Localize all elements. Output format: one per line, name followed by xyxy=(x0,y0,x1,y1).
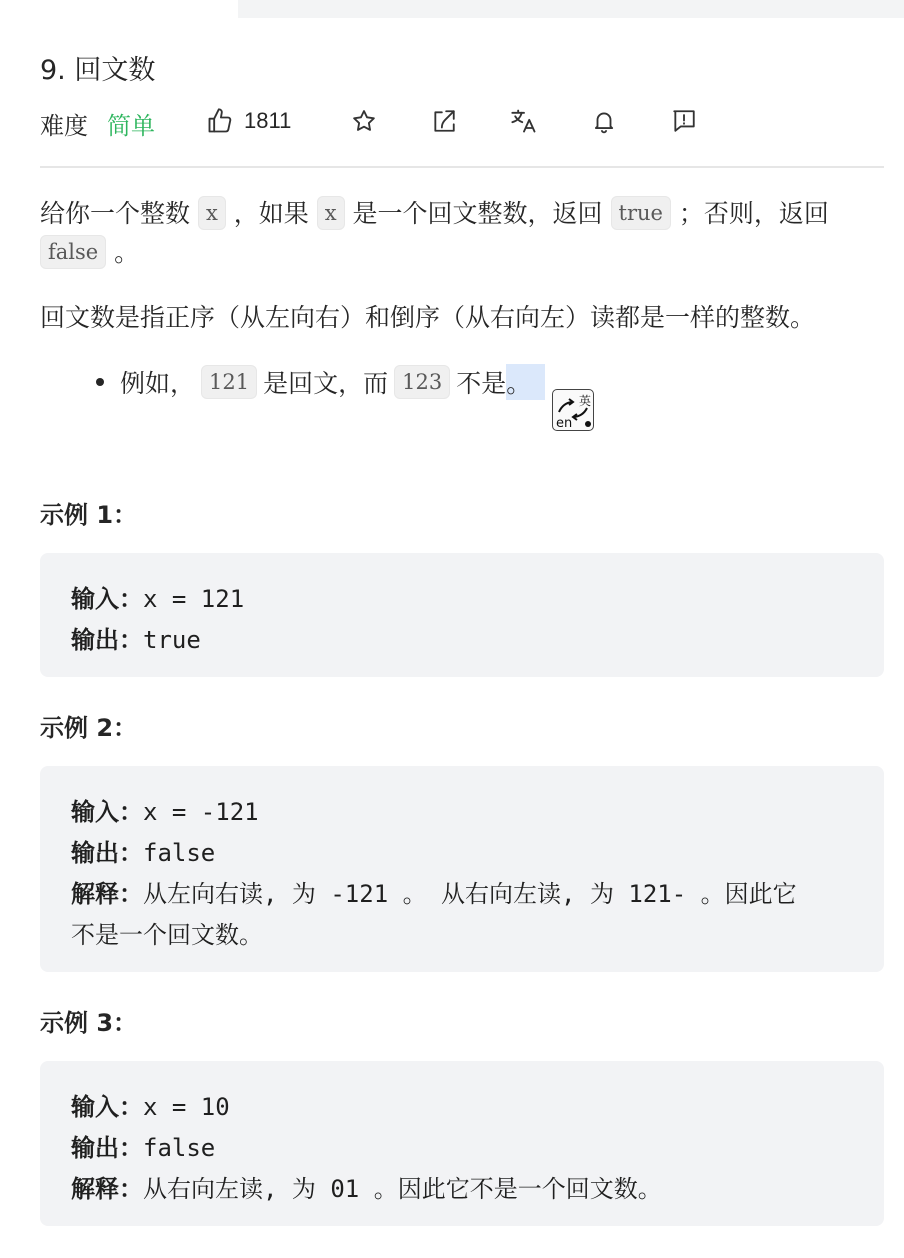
inline-code: x xyxy=(317,196,345,230)
inline-code: x xyxy=(198,196,226,230)
selected-text: 。 xyxy=(506,364,545,400)
example-output-line: 输出：false xyxy=(71,838,216,867)
example-explain-line: 解释：从左向右读, 为 -121 。 从右向左读, 为 121- 。因此它 xyxy=(71,879,797,908)
difficulty-badge: 简单 xyxy=(107,112,155,140)
example-1-title: 示例 1： xyxy=(40,501,138,529)
svg-text:en: en xyxy=(556,416,573,430)
bullet-dot xyxy=(96,378,104,386)
desc-text: ，如果 xyxy=(233,199,309,228)
desc-text: 是回文，而 xyxy=(263,369,389,398)
example-input-line: 输入：x = -121 xyxy=(71,797,259,826)
feedback-icon xyxy=(671,108,697,134)
list-item xyxy=(96,362,545,402)
example-1-block xyxy=(40,553,884,677)
tab-description[interactable] xyxy=(0,0,238,18)
like-count: 1811 xyxy=(244,108,292,133)
desc-text: 是一个回文整数，返回 xyxy=(352,199,603,228)
feedback-button[interactable] xyxy=(667,104,701,138)
svg-text:英: 英 xyxy=(579,394,592,408)
example-output-line: 输出：false xyxy=(71,1133,216,1162)
like-button[interactable] xyxy=(206,104,291,138)
example-2-title: 示例 2： xyxy=(40,714,138,742)
inline-code: 121 xyxy=(201,365,257,399)
top-tab-bar xyxy=(0,0,904,18)
problem-meta-row xyxy=(40,100,884,142)
example-2-block xyxy=(40,766,884,972)
example-output-line: 输出：true xyxy=(71,625,201,654)
header-divider xyxy=(40,166,884,168)
problem-title: 9. 回文数 xyxy=(40,55,156,86)
inline-code: true xyxy=(611,196,671,230)
bell-icon xyxy=(591,108,617,134)
inline-code: false xyxy=(40,235,106,269)
tab-other[interactable] xyxy=(238,0,904,18)
example-input-line: 输入：x = 10 xyxy=(71,1092,230,1121)
example-input-line: 输入：x = 121 xyxy=(71,584,245,613)
desc-text: 。 xyxy=(114,238,140,267)
translate-widget-button[interactable] xyxy=(552,389,594,431)
share-icon xyxy=(431,108,457,134)
thumbs-up-icon xyxy=(206,107,234,135)
share-button[interactable] xyxy=(427,104,461,138)
example-explain-line: 解释：从右向左读, 为 01 。因此它不是一个回文数。 xyxy=(71,1174,662,1203)
star-icon xyxy=(351,108,377,134)
translate-icon xyxy=(510,107,538,135)
inline-code: 123 xyxy=(394,365,450,399)
translate-en-icon xyxy=(553,390,593,430)
example-3-title: 示例 3： xyxy=(40,1009,138,1037)
favorite-button[interactable] xyxy=(347,104,381,138)
desc-text: 不是 xyxy=(456,369,507,398)
difficulty-label: 难度 xyxy=(40,112,88,140)
desc-text: 给你一个整数 xyxy=(40,199,191,228)
description-paragraph-1 xyxy=(40,194,884,272)
example-explain-line-2: 不是一个回文数。 xyxy=(71,921,263,949)
subscribe-button[interactable] xyxy=(587,104,621,138)
translate-button[interactable] xyxy=(507,104,541,138)
desc-text: 例如， xyxy=(120,369,196,398)
description-paragraph-2: 回文数是指正序（从左向右）和倒序（从右向左）读都是一样的整数。 xyxy=(40,303,816,332)
example-3-block xyxy=(40,1061,884,1226)
desc-text: ；否则，返回 xyxy=(678,199,829,228)
